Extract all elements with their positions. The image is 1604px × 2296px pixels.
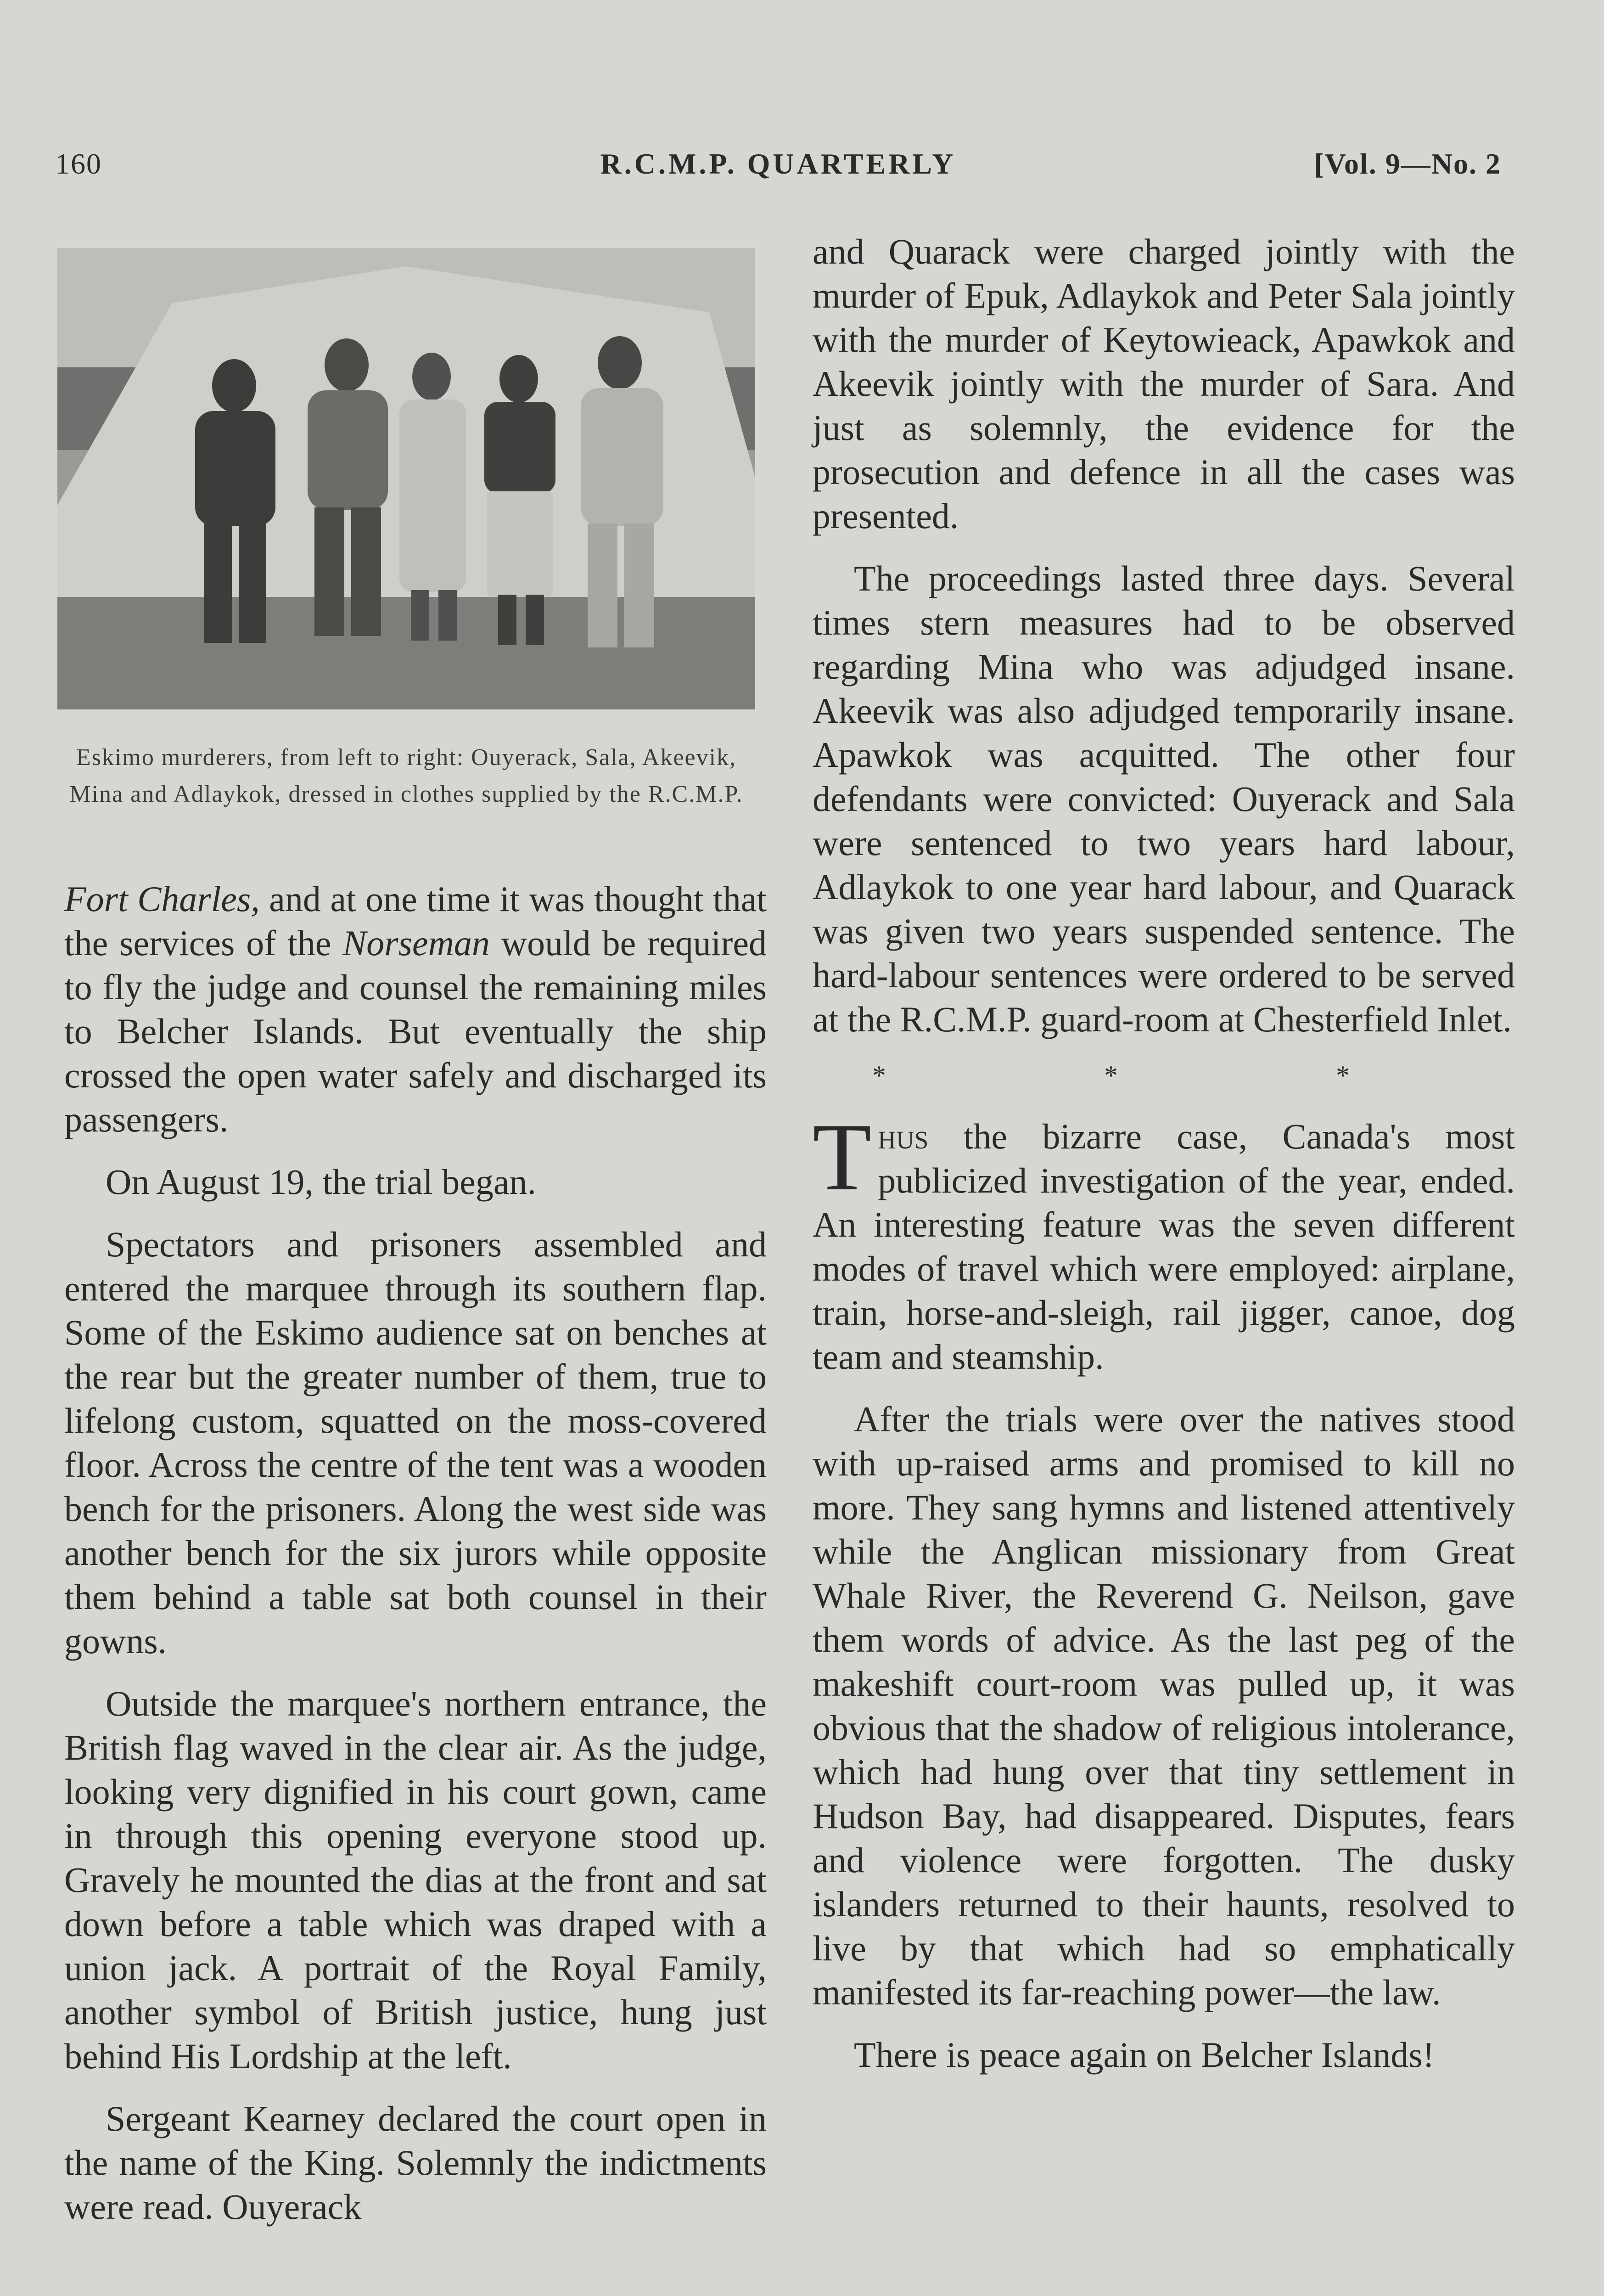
paragraph: Fort Charles, and at one time it was thought that the services of the Norseman would be required to fly the judge and counsel the remaining miles to Belcher Islands. But eventually the ship crossed the open water safely and discharged its passengers.	[64, 879, 767, 1139]
left-column	[64, 877, 767, 2247]
plane-name: Norseman	[342, 923, 490, 963]
paragraph: Thus the bizarre case, Canada's most publicized investigation of the year, ended. An interesting feature was the seven different modes of travel which were employed: airplane, train, horse-and-sleigh, rail jigger, canoe, dog team and steamship.	[813, 1104, 1515, 1377]
ship-name: Fort Charles,	[64, 879, 260, 919]
publication-title: R.C.M.P. QUARTERLY	[600, 147, 956, 180]
running-header	[55, 138, 1501, 188]
paragraph: Sergeant Kearney declared the court open in the name of the King. Solemnly the indictments were read. Ouyerack	[64, 2099, 767, 2227]
photo-illustration	[57, 248, 755, 709]
group-photo	[57, 248, 755, 709]
paragraph: The proceedings lasted three days. Several times stern measures had to be observed regarding Mina who was adjudged insane. Akeevik was also adjudged temporarily insane. Apawkok was acquitted. The other four defendants were convicted: Ouyerack and Sala were sentenced to two years hard labour, Adlaykok to one year hard labour, and Quarack was given two years suspended sentence. The hard-labour sentences were ordered to be served at the R.C.M.P. guard-room at Chesterfield Inlet.	[813, 558, 1515, 1039]
paragraph: After the trials were over the natives stood with up-raised arms and promised to kill no more. They sang hymns and listened attentively while the Anglican missionary from Great Whale River, the Reverend G. Neilson, gave them words of advice. As the last peg of the makeshift court-room was pulled up, it was obvious that the shadow of religious intolerance, which had hung over that tiny settlement in Hudson Bay, had disappeared. Disputes, fears and violence were forgotten. The dusky islanders returned to their haunts, resolved to live by that which had so emphatically manifested its far-reaching power—the law.	[813, 1399, 1515, 2012]
paragraph: Outside the marquee's northern entrance, the British flag waved in the clear air. As the judge, looking very dignified in his court gown, came in through this opening everyone stood up. Gravely he mounted the dias at the front and sat down before a table which was draped with a union jack. A portrait of the Royal Family, another symbol of British justice, hung just behind His Lordship at the left.	[64, 1683, 767, 2076]
photo-caption: Eskimo murderers, from left to right: Ouyerack, Sala, Akeevik, Mina and Adlaykok, dressed in clothes supplied by the R.C.M.P.	[69, 744, 743, 807]
page-number: 160	[55, 147, 102, 180]
paragraph: Spectators and prisoners assembled and entered the marquee through its southern flap. Some of the Eskimo audience sat on benches at the rear but the greater number of them, true to lifelong custom, squatted on the moss-covered floor. Across the centre of the tent was a wooden bench for the prisoners. Along the west side was another bench for the six jurors while opposite them behind a table sat both counsel in their gowns.	[64, 1224, 767, 1661]
paragraph: and Quarack were charged jointly with the murder of Epuk, Adlaykok and Peter Sala jointly with the murder of Keytowieack, Apawkok and Akeevik jointly with the murder of Sara. And just as solemnly, the evidence for the prosecution and defence in all the cases was presented.	[813, 231, 1515, 536]
right-column	[813, 230, 1515, 2095]
paragraph: On August 19, the trial began.	[106, 1162, 537, 1202]
section-separator: * * *	[872, 1060, 1455, 1091]
volume-issue: [Vol. 9—No. 2	[1314, 147, 1501, 180]
drop-cap: T	[813, 1104, 872, 1210]
paragraph: There is peace again on Belcher Islands!	[854, 2035, 1435, 2075]
